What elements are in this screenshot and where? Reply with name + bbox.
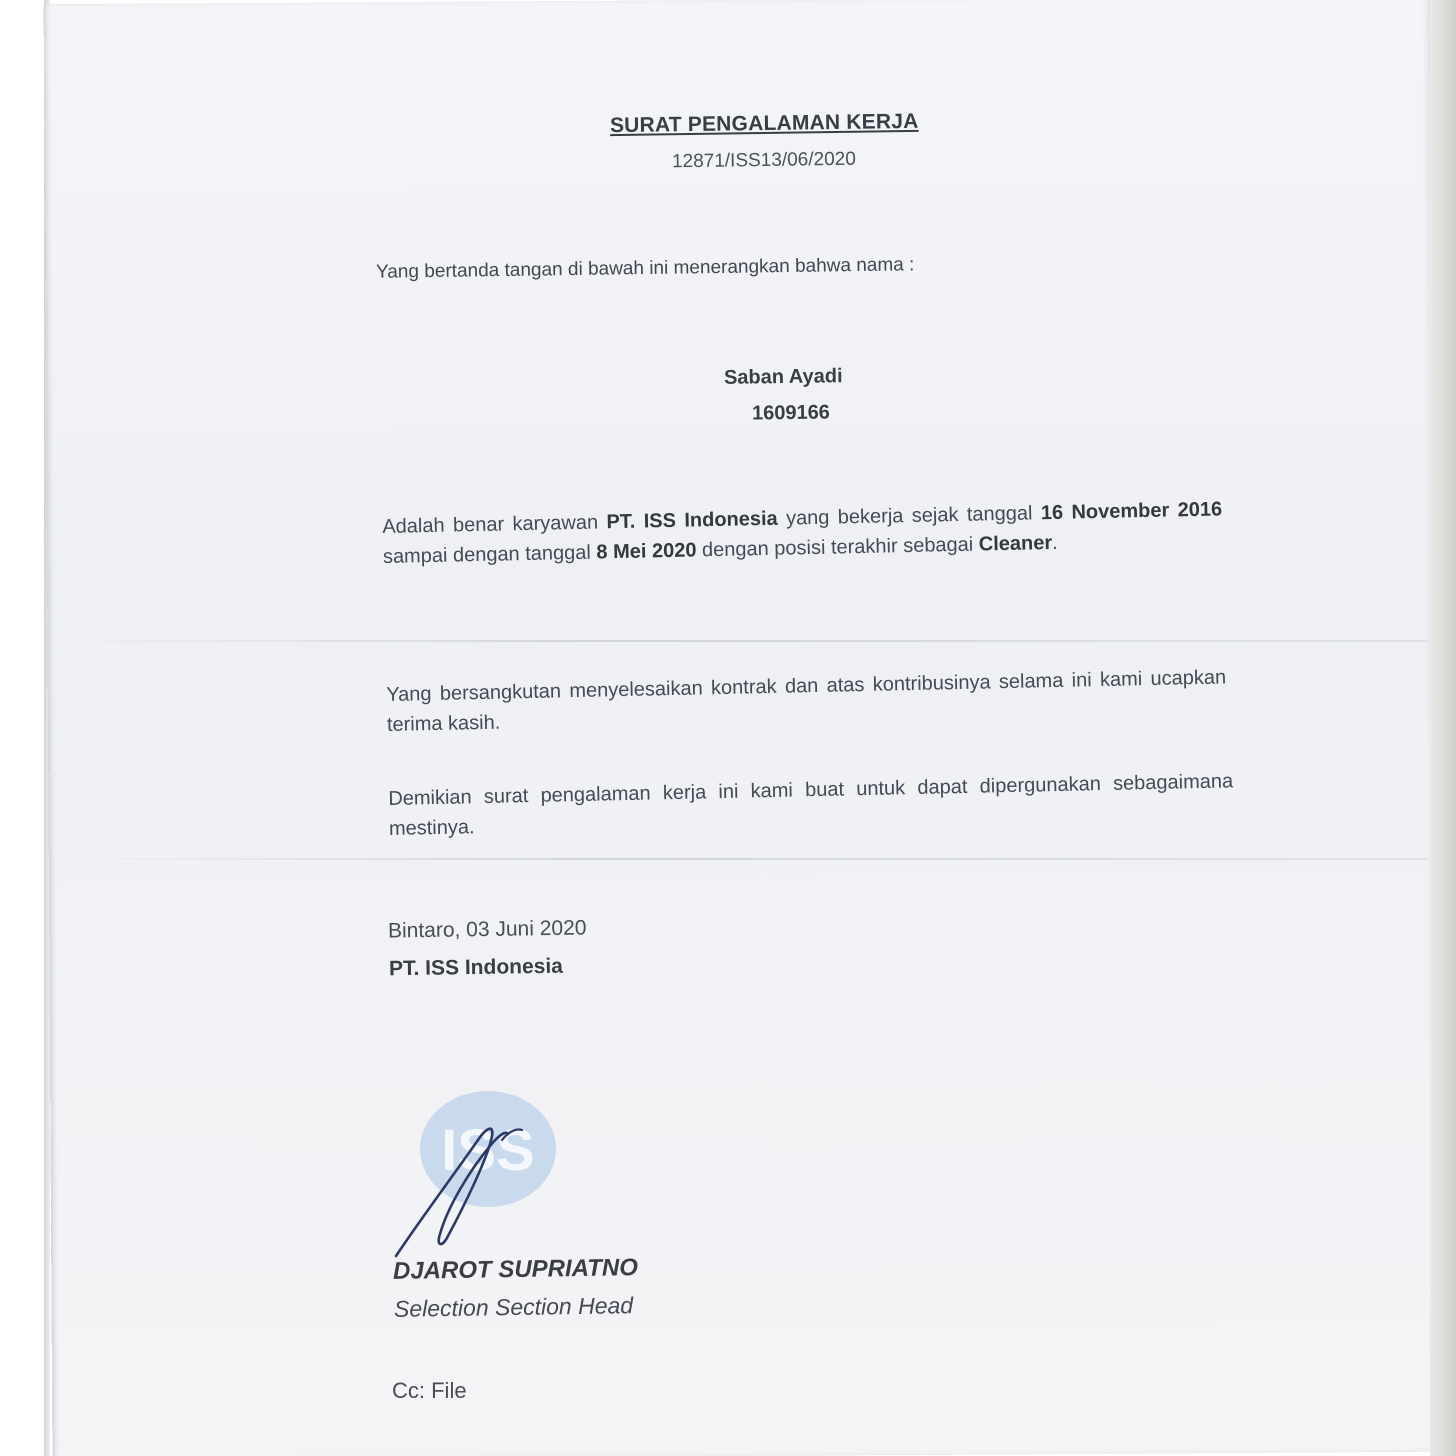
employee-id: 1609166	[751, 401, 831, 425]
signature-flourish	[502, 1129, 522, 1140]
paper-fold-line	[48, 640, 1428, 642]
paper-fold-line	[48, 858, 1428, 860]
signature-stroke	[396, 1129, 508, 1256]
paragraph-text: dengan posisi terakhir sebagai	[696, 533, 980, 562]
closing-paragraph: Demikian surat pengalaman kerja ini kami buat untuk dapat dipergunakan sebagaimana mestinya.	[388, 770, 1234, 840]
paragraph-text: sampai dengan tanggal	[382, 541, 597, 568]
start-date: 16 November 2016	[1040, 498, 1223, 525]
place-date: Bintaro, 03 Juni 2020	[387, 916, 587, 943]
end-date: 8 Mei 2020	[596, 539, 697, 564]
seal-text: ISS	[441, 1118, 535, 1183]
paragraph-text: yang bekerja sejak tanggal	[777, 502, 1042, 530]
issuer-company: PT. ISS Indonesia	[388, 954, 564, 981]
thanks-paragraph: Yang bersangkutan menyelesaikan kontrak dan atas kontribusinya selama ini kami ucapkan terima kasih.	[386, 666, 1227, 736]
paragraph-text: Adalah benar karyawan	[382, 511, 607, 538]
signer-name: DJAROT SUPRIATNO	[392, 1254, 639, 1285]
company-name: PT. ISS Indonesia	[606, 507, 778, 534]
signature	[390, 1110, 550, 1260]
letter-title: SURAT PENGALAMAN KERJA	[609, 109, 919, 138]
reference-number: 12871/ISS13/06/2020	[671, 148, 856, 173]
paper-right-edge	[1430, 0, 1456, 1456]
employee-name: Saban Ayadi	[723, 365, 843, 389]
cc-line: Cc: File	[392, 1378, 467, 1403]
signer-title: Selection Section Head	[393, 1292, 634, 1322]
intro-line: Yang bertanda tangan di bawah ini menerangkan bahwa nama :	[375, 254, 915, 283]
paragraph-text: .	[1051, 531, 1058, 554]
position: Cleaner	[978, 531, 1053, 556]
